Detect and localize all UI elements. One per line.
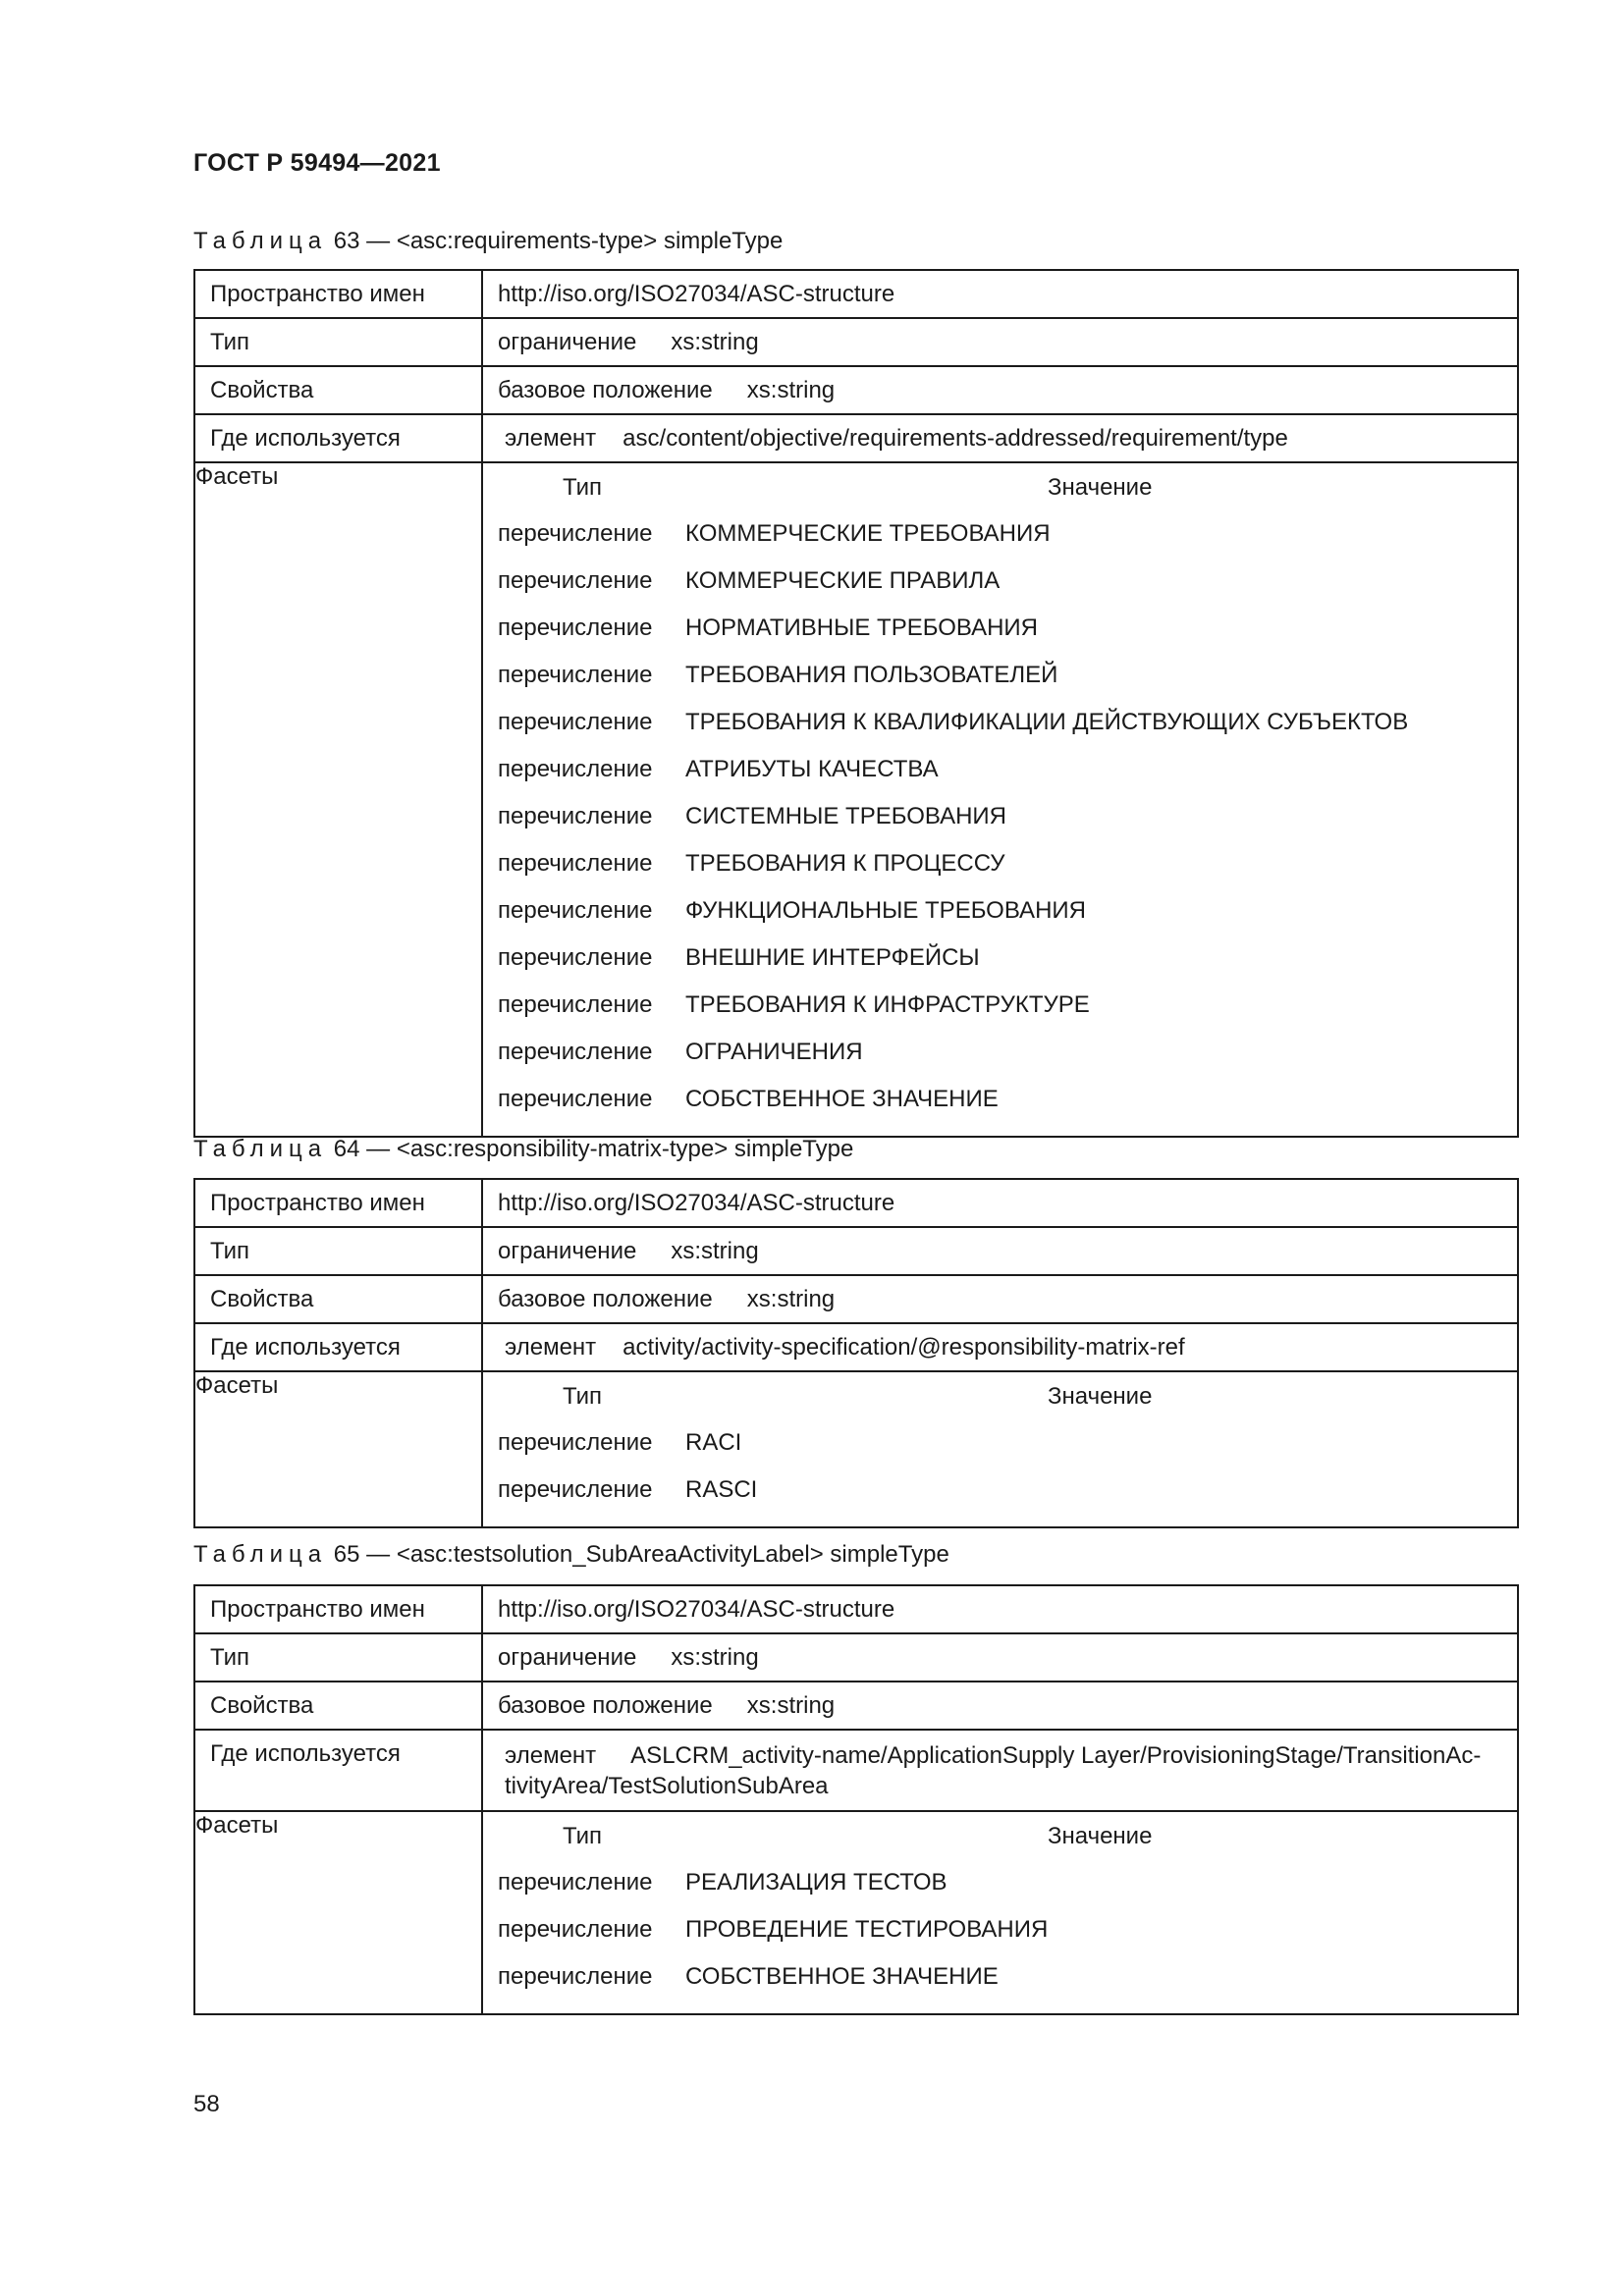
- list-item: [483, 1866, 1517, 1913]
- type-label: Тип: [194, 318, 482, 366]
- table-row: [194, 1585, 1518, 1633]
- namespace-label: Пространство имен: [194, 1179, 482, 1227]
- type-value: [482, 318, 1518, 366]
- type-base: xs:string: [671, 1238, 759, 1264]
- table-63-caption: [193, 228, 783, 255]
- facet-value: НОРМАТИВНЫЕ ТРЕБОВАНИЯ: [685, 614, 1038, 641]
- facets-label: Фасеты: [194, 1371, 482, 1527]
- namespace-value: http://iso.org/ISO27034/ASC-structure: [482, 1585, 1518, 1633]
- list-item: [483, 1473, 1517, 1521]
- facet-value: ФУНКЦИОНАЛЬНЫЕ ТРЕБОВАНИЯ: [685, 897, 1086, 924]
- namespace-value: http://iso.org/ISO27034/ASC-structure: [482, 1179, 1518, 1227]
- used-kind: элемент: [505, 1334, 597, 1361]
- facets-header-value: Значение: [1048, 1383, 1153, 1410]
- facets-header: [483, 471, 1517, 517]
- facet-value: ПРОВЕДЕНИЕ ТЕСТИРОВАНИЯ: [685, 1916, 1049, 1943]
- facet-type: перечисление: [498, 1476, 653, 1503]
- type-base: xs:string: [671, 329, 759, 355]
- type-label: Тип: [194, 1227, 482, 1275]
- list-item: [483, 988, 1517, 1036]
- caption-word: Таблица: [193, 1541, 328, 1568]
- table-row: [194, 318, 1518, 366]
- facet-type: перечисление: [498, 850, 653, 877]
- facet-type: перечисление: [498, 803, 653, 829]
- facet-type: перечисление: [498, 1916, 653, 1943]
- table-65: [193, 1584, 1519, 2015]
- facet-value: ТРЕБОВАНИЯ К КВАЛИФИКАЦИИ ДЕЙСТВУЮЩИХ СУБЪЕКТОВ: [685, 709, 1409, 735]
- facet-type: перечисление: [498, 614, 653, 641]
- facets-cell: [482, 1811, 1518, 2014]
- table-row: [194, 1371, 1518, 1527]
- type-value: [482, 1633, 1518, 1682]
- table-row: [194, 1730, 1518, 1811]
- facet-value: КОММЕРЧЕСКИЕ ПРАВИЛА: [685, 567, 1001, 594]
- namespace-value: http://iso.org/ISO27034/ASC-structure: [482, 270, 1518, 318]
- facet-type: перечисление: [498, 897, 653, 924]
- facet-type: перечисление: [498, 567, 653, 594]
- type-base: xs:string: [671, 1644, 759, 1671]
- table-63: [193, 269, 1519, 1138]
- facet-type: перечисление: [498, 944, 653, 971]
- caption-word: Таблица: [193, 228, 328, 254]
- list-item: [483, 847, 1517, 894]
- properties-value: [482, 1275, 1518, 1323]
- facets-header-type: Тип: [563, 1383, 603, 1410]
- list-item: [483, 800, 1517, 847]
- table-64-caption: [193, 1136, 853, 1163]
- used-path: asc/content/objective/requirements-addressed/requirement/type: [623, 425, 1288, 452]
- type-kind: ограничение: [498, 329, 637, 355]
- type-kind: ограничение: [498, 1644, 637, 1671]
- facet-value: СОБСТВЕННОЕ ЗНАЧЕНИЕ: [685, 1963, 999, 1990]
- list-item: [483, 564, 1517, 612]
- table-row: [194, 1227, 1518, 1275]
- list-item: [483, 1913, 1517, 1960]
- used-where-label: Где используется: [194, 1730, 482, 1811]
- facet-value: RASCI: [685, 1476, 758, 1503]
- namespace-label: Пространство имен: [194, 270, 482, 318]
- table-row: [194, 414, 1518, 462]
- document-header: ГОСТ Р 59494—2021: [193, 149, 441, 177]
- used-kind: элемент: [505, 425, 597, 452]
- caption-text: 64 — <asc:responsibility-matrix-type> simpleType: [333, 1136, 854, 1162]
- facet-type: перечисление: [498, 991, 653, 1018]
- facets-cell: [482, 1371, 1518, 1527]
- used-where-label: Где используется: [194, 1323, 482, 1371]
- caption-text: 63 — <asc:requirements-type> simpleType: [333, 228, 784, 254]
- facet-value: АТРИБУТЫ КАЧЕСТВА: [685, 756, 939, 782]
- caption-word: Таблица: [193, 1136, 328, 1162]
- facets-label: Фасеты: [194, 462, 482, 1137]
- table-row: [194, 1179, 1518, 1227]
- used-where-value: [482, 1323, 1518, 1371]
- property-base: xs:string: [746, 1692, 836, 1719]
- table-row: [194, 462, 1518, 1137]
- list-item: [483, 1083, 1517, 1130]
- facet-type: перечисление: [498, 1039, 653, 1065]
- list-item: [483, 612, 1517, 659]
- facet-value: ТРЕБОВАНИЯ К ПРОЦЕССУ: [685, 850, 1005, 877]
- facet-value: СИСТЕМНЫЕ ТРЕБОВАНИЯ: [685, 803, 1006, 829]
- list-item: [483, 941, 1517, 988]
- facets-header-type: Тип: [563, 1823, 603, 1849]
- list-item: [483, 659, 1517, 706]
- table-row: [194, 1633, 1518, 1682]
- table-row: [194, 1323, 1518, 1371]
- list-item: [483, 1426, 1517, 1473]
- facet-value: СОБСТВЕННОЕ ЗНАЧЕНИЕ: [685, 1086, 999, 1112]
- facet-value: РЕАЛИЗАЦИЯ ТЕСТОВ: [685, 1869, 947, 1896]
- used-where-label: Где используется: [194, 414, 482, 462]
- list-item: [483, 517, 1517, 564]
- table-row: [194, 366, 1518, 414]
- properties-value: [482, 1682, 1518, 1730]
- facet-value: КОММЕРЧЕСКИЕ ТРЕБОВАНИЯ: [685, 520, 1051, 547]
- facet-type: перечисление: [498, 1869, 653, 1896]
- used-kind: элемент: [505, 1742, 597, 1769]
- facets-cell: [482, 462, 1518, 1137]
- property-kind: базовое положение: [498, 1286, 713, 1312]
- list-item: [483, 1960, 1517, 2007]
- facet-type: перечисление: [498, 1963, 653, 1990]
- property-base: xs:string: [746, 1286, 836, 1312]
- type-value: [482, 1227, 1518, 1275]
- list-item: [483, 753, 1517, 800]
- facets-header-value: Значение: [1048, 1823, 1153, 1849]
- facet-type: перечисление: [498, 520, 653, 547]
- table-row: [194, 270, 1518, 318]
- table-row: [194, 1811, 1518, 2014]
- facet-type: перечисление: [498, 1086, 653, 1112]
- property-kind: базовое положение: [498, 377, 713, 403]
- used-where-value: [482, 414, 1518, 462]
- caption-text: 65 — <asc:testsolution_SubAreaActivityLabel> simpleType: [333, 1541, 949, 1568]
- list-item: [483, 1036, 1517, 1083]
- properties-label: Свойства: [194, 366, 482, 414]
- type-label: Тип: [194, 1633, 482, 1682]
- facet-value: ТРЕБОВАНИЯ ПОЛЬЗОВАТЕЛЕЙ: [685, 662, 1058, 688]
- facet-type: перечисление: [498, 709, 653, 735]
- facet-value: ТРЕБОВАНИЯ К ИНФРАСТРУКТУРЕ: [685, 991, 1090, 1018]
- table-row: [194, 1682, 1518, 1730]
- facet-type: перечисление: [498, 756, 653, 782]
- property-kind: базовое положение: [498, 1692, 713, 1719]
- table-64: [193, 1178, 1519, 1528]
- table-65-caption: [193, 1541, 949, 1569]
- namespace-label: Пространство имен: [194, 1585, 482, 1633]
- table-row: [194, 1275, 1518, 1323]
- type-kind: ограничение: [498, 1238, 637, 1264]
- list-item: [483, 706, 1517, 753]
- facets-header: [483, 1820, 1517, 1866]
- page-number: 58: [193, 2091, 220, 2117]
- facet-value: ВНЕШНИЕ ИНТЕРФЕЙСЫ: [685, 944, 980, 971]
- property-base: xs:string: [746, 377, 836, 403]
- facets-header-value: Значение: [1048, 474, 1153, 501]
- properties-label: Свойства: [194, 1682, 482, 1730]
- facet-value: RACI: [685, 1429, 742, 1456]
- properties-value: [482, 366, 1518, 414]
- facets-label: Фасеты: [194, 1811, 482, 2014]
- list-item: [483, 894, 1517, 941]
- used-path: activity/activity-specification/@responsibility-matrix-ref: [623, 1334, 1185, 1361]
- facet-value: ОГРАНИЧЕНИЯ: [685, 1039, 863, 1065]
- facet-type: перечисление: [498, 662, 653, 688]
- properties-label: Свойства: [194, 1275, 482, 1323]
- used-path: ASLCRM_activity-name/ApplicationSupply Layer/ProvisioningStage/TransitionAc-tivityArea/TestSolutionSubArea: [505, 1742, 1482, 1799]
- facets-header-type: Тип: [563, 474, 603, 501]
- facets-header: [483, 1380, 1517, 1426]
- facet-type: перечисление: [498, 1429, 653, 1456]
- used-where-value: [482, 1730, 1518, 1811]
